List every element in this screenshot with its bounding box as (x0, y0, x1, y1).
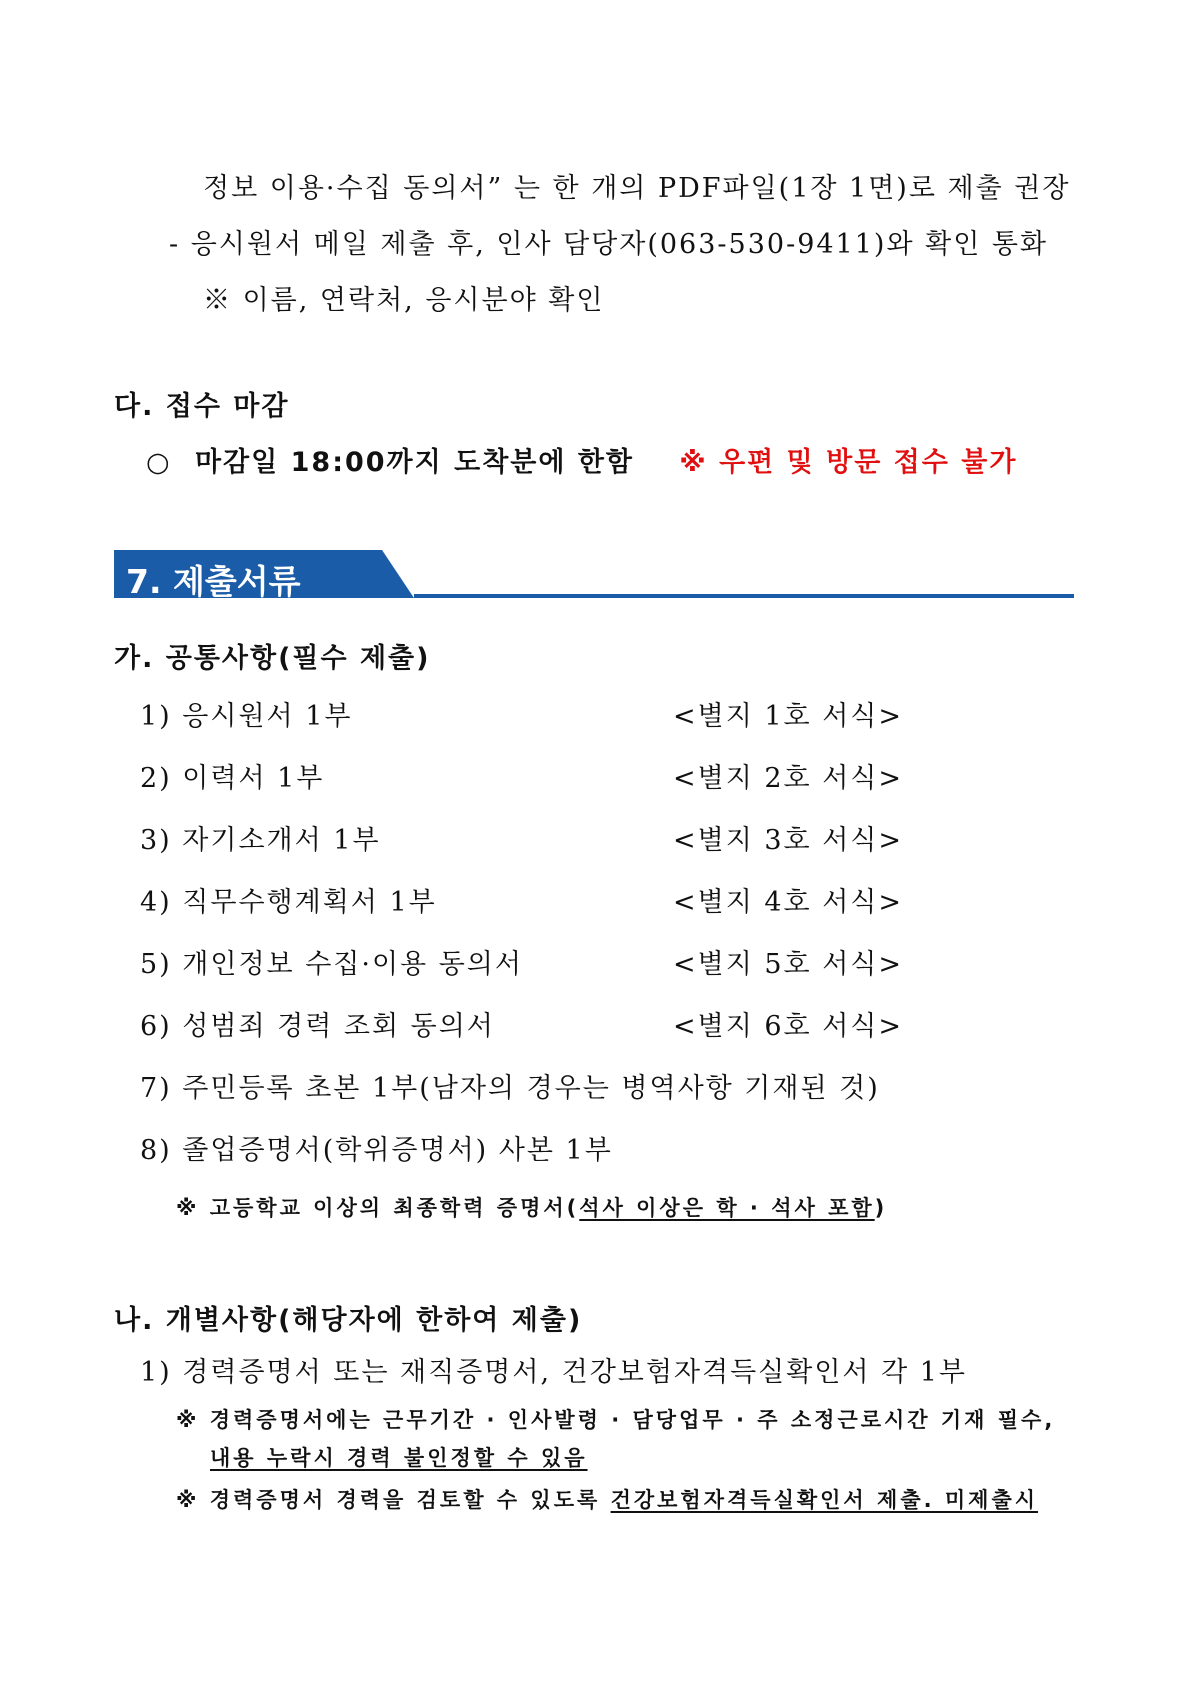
form-reference: <별지 5호 서식> (673, 949, 903, 980)
deadline-warning: ※ 우편 및 방문 접수 불가 (679, 447, 1018, 478)
career-note-line1: ※ 경력증명서에는 근무기간 · 인사발령 · 담당업무 · 주 소정근로시간 기재 필수, (176, 1408, 1056, 1432)
list-item: 5) 개인정보 수집·이용 동의서 (140, 949, 523, 980)
list-item: 1) 경력증명서 또는 재직증명서, 건강보험자격득실확인서 각 1부 (140, 1357, 968, 1388)
deadline-text: 마감일 18:00까지 도착분에 한함 (194, 447, 635, 478)
list-item: 3) 자기소개서 1부 (140, 825, 381, 856)
bullet-circle: ○ (146, 447, 172, 478)
common-heading: 가. 공통사항(필수 제출) (114, 643, 431, 674)
education-note-text: ※ 고등학교 이상의 최종학력 증명서( (176, 1196, 580, 1220)
list-item: 1) 응시원서 1부 (140, 701, 353, 732)
education-note-underlined: 석사 이상은 학 · 석사 포함 (579, 1196, 875, 1220)
form-reference: <별지 4호 서식> (673, 887, 903, 918)
continued-text-line: 정보 이용·수집 동의서” 는 한 개의 PDF파일(1장 1면)로 제출 권장 (203, 173, 1071, 204)
insurance-note (176, 1484, 1038, 1514)
list-item: 6) 성범죄 경력 조회 동의서 (140, 1011, 495, 1042)
section-banner (114, 550, 1074, 602)
list-item: 8) 졸업증명서(학위증명서) 사본 1부 (140, 1135, 613, 1166)
insurance-note-text: ※ 경력증명서 경력을 검토할 수 있도록 (176, 1488, 611, 1512)
list-item: 4) 직무수행계획서 1부 (140, 887, 437, 918)
form-reference: <별지 1호 서식> (673, 701, 903, 732)
form-reference: <별지 3호 서식> (673, 825, 903, 856)
list-item: 2) 이력서 1부 (140, 763, 325, 794)
list-item: 7) 주민등록 초본 1부(남자의 경우는 병역사항 기재된 것) (140, 1073, 880, 1104)
section-title: 7. 제출서류 (126, 562, 301, 601)
deadline-heading: 다. 접수 마감 (114, 391, 290, 422)
form-reference: <별지 2호 서식> (673, 763, 903, 794)
form-reference: <별지 6호 서식> (673, 1011, 903, 1042)
individual-heading: 나. 개별사항(해당자에 한하여 제출) (114, 1305, 583, 1336)
email-confirm-line: - 응시원서 메일 제출 후, 인사 담당자(063-530-9411)와 확인 통화 (169, 229, 1049, 260)
deadline-line (146, 440, 1017, 479)
education-note-close: ) (874, 1196, 888, 1220)
education-note (176, 1192, 887, 1222)
insurance-note-underlined: 건강보험자격득실확인서 제출. 미제출시 (610, 1488, 1039, 1512)
career-note-line2: 내용 누락시 경력 불인정할 수 있음 (210, 1446, 588, 1470)
confirm-note-line: ※ 이름, 연락처, 응시분야 확인 (203, 285, 605, 316)
